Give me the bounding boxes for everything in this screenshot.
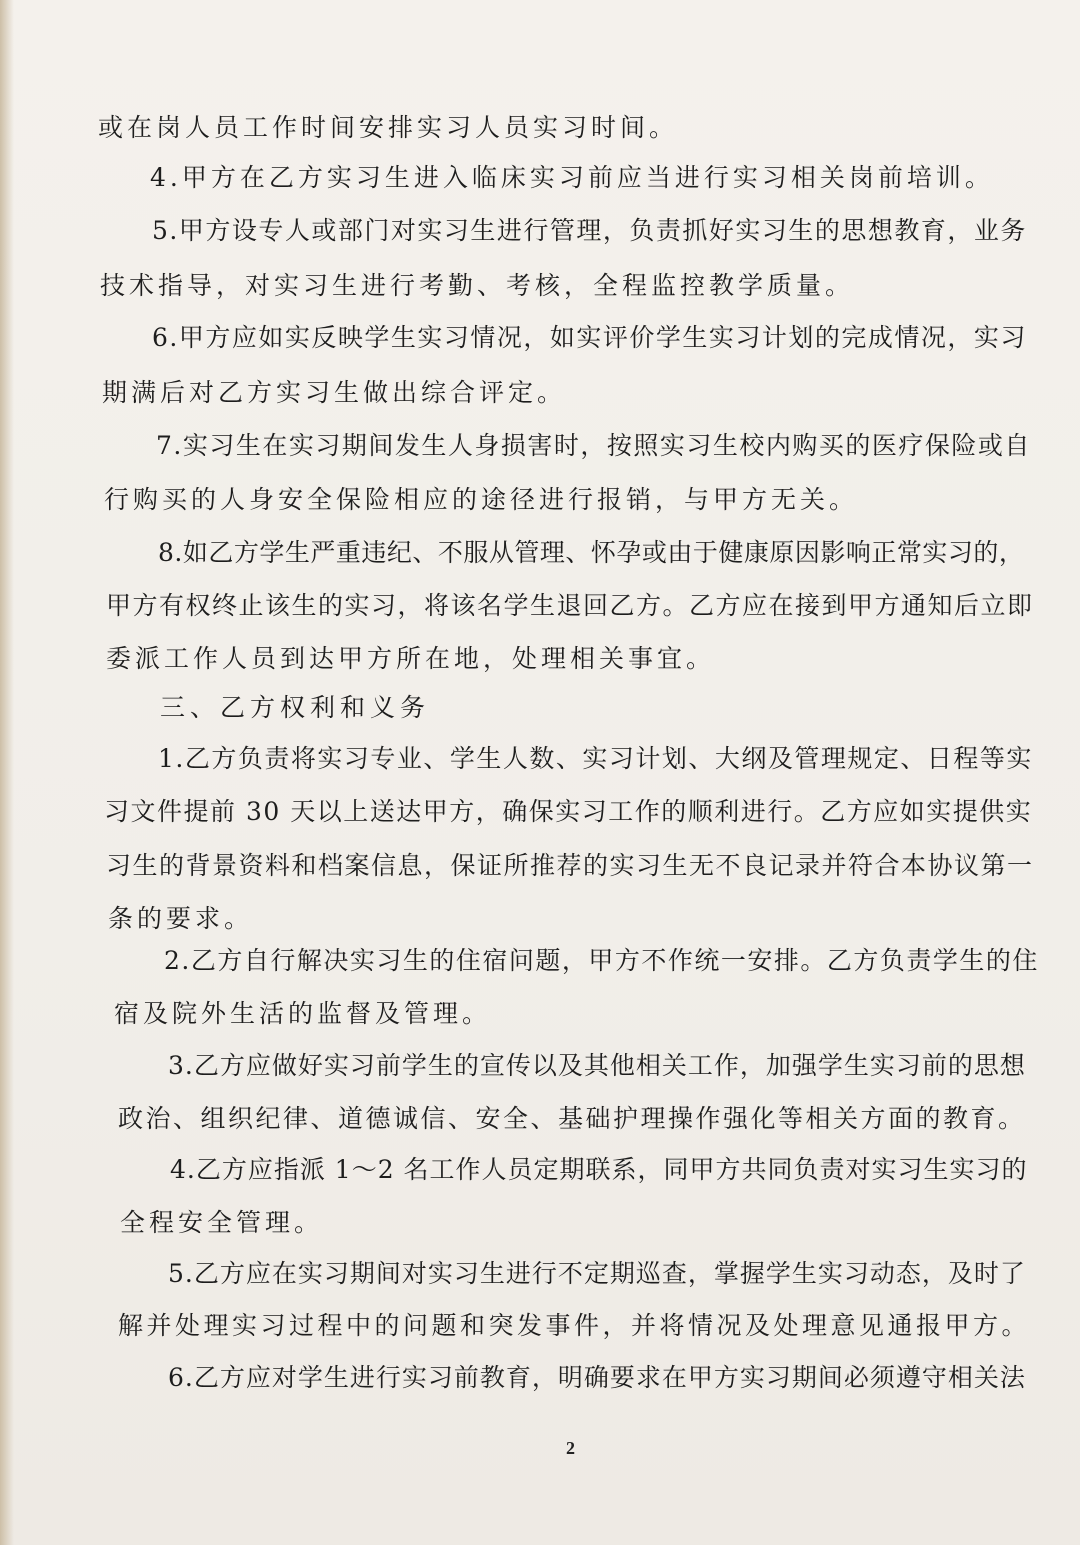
- text-line: 6.甲方应如实反映学生实习情况，如实评价学生实习计划的完成情况，实习: [152, 323, 1027, 352]
- text-line: 政治、组织纪律、道德诚信、安全、基础护理操作强化等相关方面的教育。: [118, 1104, 1026, 1133]
- text-line: 或在岗人员工作时间安排实习人员实习时间。: [98, 113, 679, 142]
- text-line: 3.乙方应做好实习前学生的宣传以及其他相关工作，加强学生实习前的思想: [168, 1051, 1026, 1080]
- section-heading: 三、乙方权利和义务: [160, 693, 431, 722]
- text-line: 甲方有权终止该生的实习，将该名学生退回乙方。乙方应在接到甲方通知后立即: [106, 591, 1034, 620]
- text-line: 技术指导，对实习生进行考勤、考核，全程监控教学质量。: [100, 271, 855, 300]
- text-line: 委派工作人员到达甲方所在地，处理相关事宜。: [106, 644, 716, 673]
- text-line: 宿及院外生活的监督及管理。: [114, 999, 492, 1028]
- text-line: 条的要求。: [108, 904, 254, 933]
- text-line: 5.甲方设专人或部门对实习生进行管理，负责抓好实习生的思想教育，业务: [152, 216, 1027, 245]
- text-line: 7.实习生在实习期间发生人身损害时，按照实习生校内购买的医疗保险或自: [156, 431, 1031, 460]
- text-line: 行购买的人身安全保险相应的途径进行报销，与甲方无关。: [104, 485, 859, 514]
- text-line: 解并处理实习过程中的问题和突发事件，并将情况及处理意见通报甲方。: [118, 1311, 1031, 1340]
- text-line: 全程安全管理。: [120, 1208, 324, 1237]
- text-line: 6.乙方应对学生进行实习前教育，明确要求在甲方实习期间必须遵守相关法: [168, 1363, 1026, 1392]
- text-line: 5.乙方应在实习期间对实习生进行不定期巡查，掌握学生实习动态，及时了: [168, 1259, 1026, 1288]
- text-line: 1.乙方负责将实习专业、学生人数、实习计划、大纲及管理规定、日程等实: [158, 744, 1033, 773]
- text-line: 习文件提前 30 天以上送达甲方，确保实习工作的顺利进行。乙方应如实提供实: [104, 797, 1033, 826]
- text-line: 8.如乙方学生严重违纪、不服从管理、怀孕或由于健康原因影响正常实习的，: [158, 538, 1025, 567]
- page-number: 2: [566, 1438, 575, 1458]
- text-line: 期满后对乙方实习生做出综合评定。: [102, 378, 567, 407]
- text-line: 4.乙方应指派 1～2 名工作人员定期联系，同甲方共同负责对实习生实习的: [170, 1155, 1028, 1184]
- text-line: 2.乙方自行解决实习生的住宿问题，甲方不作统一安排。乙方负责学生的住: [164, 946, 1039, 975]
- text-line: 习生的背景资料和档案信息，保证所推荐的实习生无不良记录并符合本协议第一: [106, 851, 1034, 880]
- text-line: 4.甲方在乙方实习生进入临床实习前应当进行实习相关岗前培训。: [150, 163, 994, 192]
